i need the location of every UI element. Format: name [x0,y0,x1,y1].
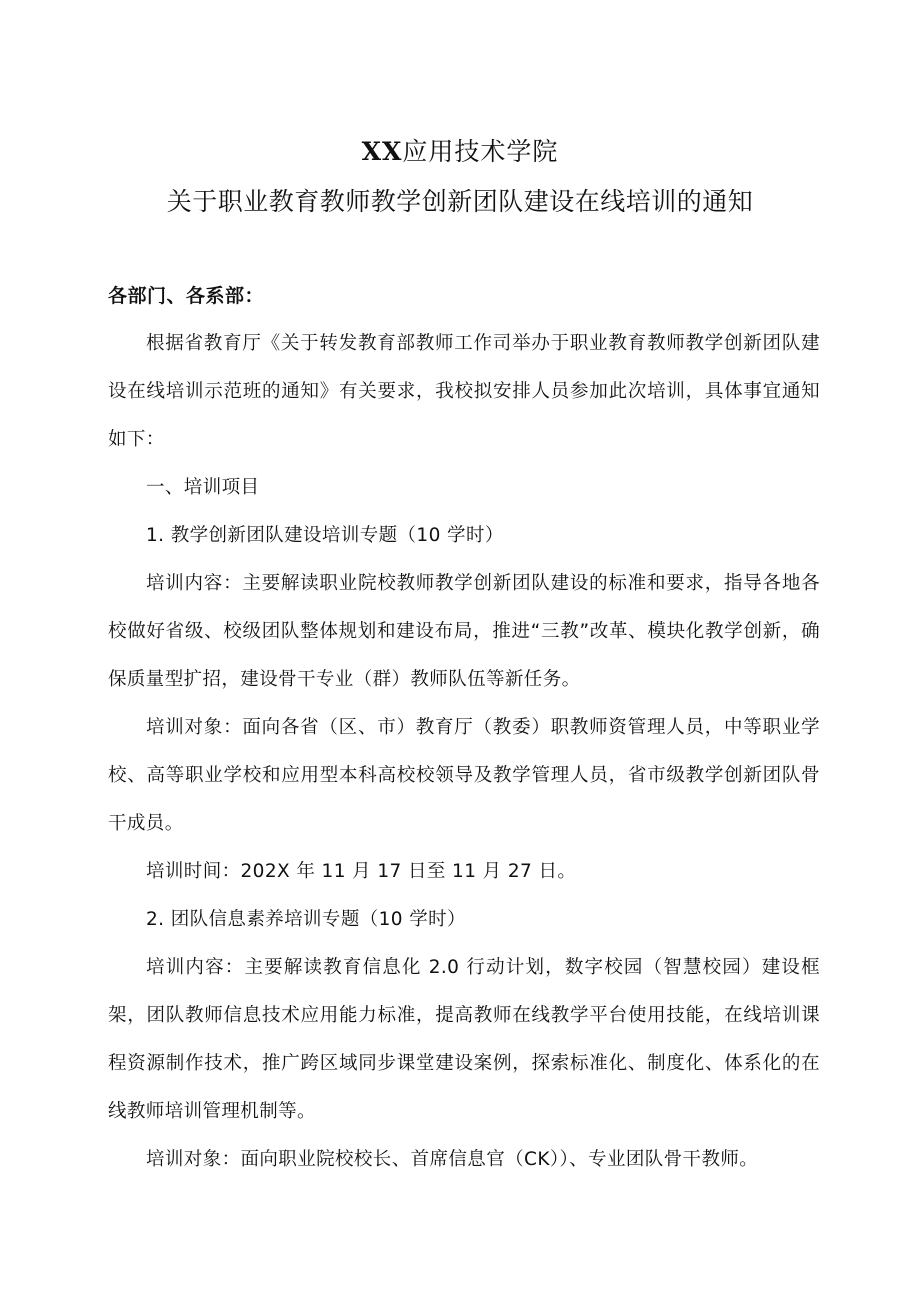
topic1-target: 培训对象：面向各省（区、市）教育厅（教委）职教师资管理人员，中等职业学校、高等职业学校和应用型本科高校校领导及教学管理人员，省市级教学创新团队骨干成员。 [108,717,820,834]
document-body [108,272,820,1184]
topic2-content: 培训内容：主要解读教育信息化 2.0 行动计划，数字校园（智慧校园）建设框架，团队教师信息技术应用能力标准，提高教师在线教学平台使用技能，在线培训课程资源制作技术，推广跨区域同步课堂建设案例，探索标准化、制度化、体系化的在线教师培训管理机制等。 [108,957,820,1122]
section1-heading: 一、培训项目 [146,477,260,498]
topic1-time: 培训时间：202X 年 11 月 17 日至 11 月 27 日。 [146,861,577,882]
document-title [0,130,920,174]
topic1-title: 1. 教学创新团队建设培训专题（10 学时） [146,525,504,546]
title-prefix: XX [361,137,403,166]
document-subtitle: 关于职业教育教师教学创新团队建设在线培训的通知 [166,187,754,216]
title-block [0,130,920,224]
topic2-target: 培训对象：面向职业院校校长、首席信息官（CK））、专业团队骨干教师。 [146,1149,759,1170]
title-rest: 应用技术学院 [402,137,559,166]
topic1-content: 培训内容：主要解读职业院校教师教学创新团队建设的标准和要求，指导各地各校做好省级、校级团队整体规划和建设布局，推进“三教”改革、模块化教学创新，确保质量型扩招，建设骨干专业（群）教师队伍等新任务。 [108,573,820,690]
topic2-title: 2. 团队信息素养培训专题（10 学时） [146,909,466,930]
intro-paragraph: 根据省教育厅《关于转发教育部教师工作司举办于职业教育教师教学创新团队建设在线培训示范班的通知》有关要求，我校拟安排人员参加此次培训，具体事宜通知如下： [108,333,820,450]
salutation: 各部门、各系部： [108,285,265,307]
